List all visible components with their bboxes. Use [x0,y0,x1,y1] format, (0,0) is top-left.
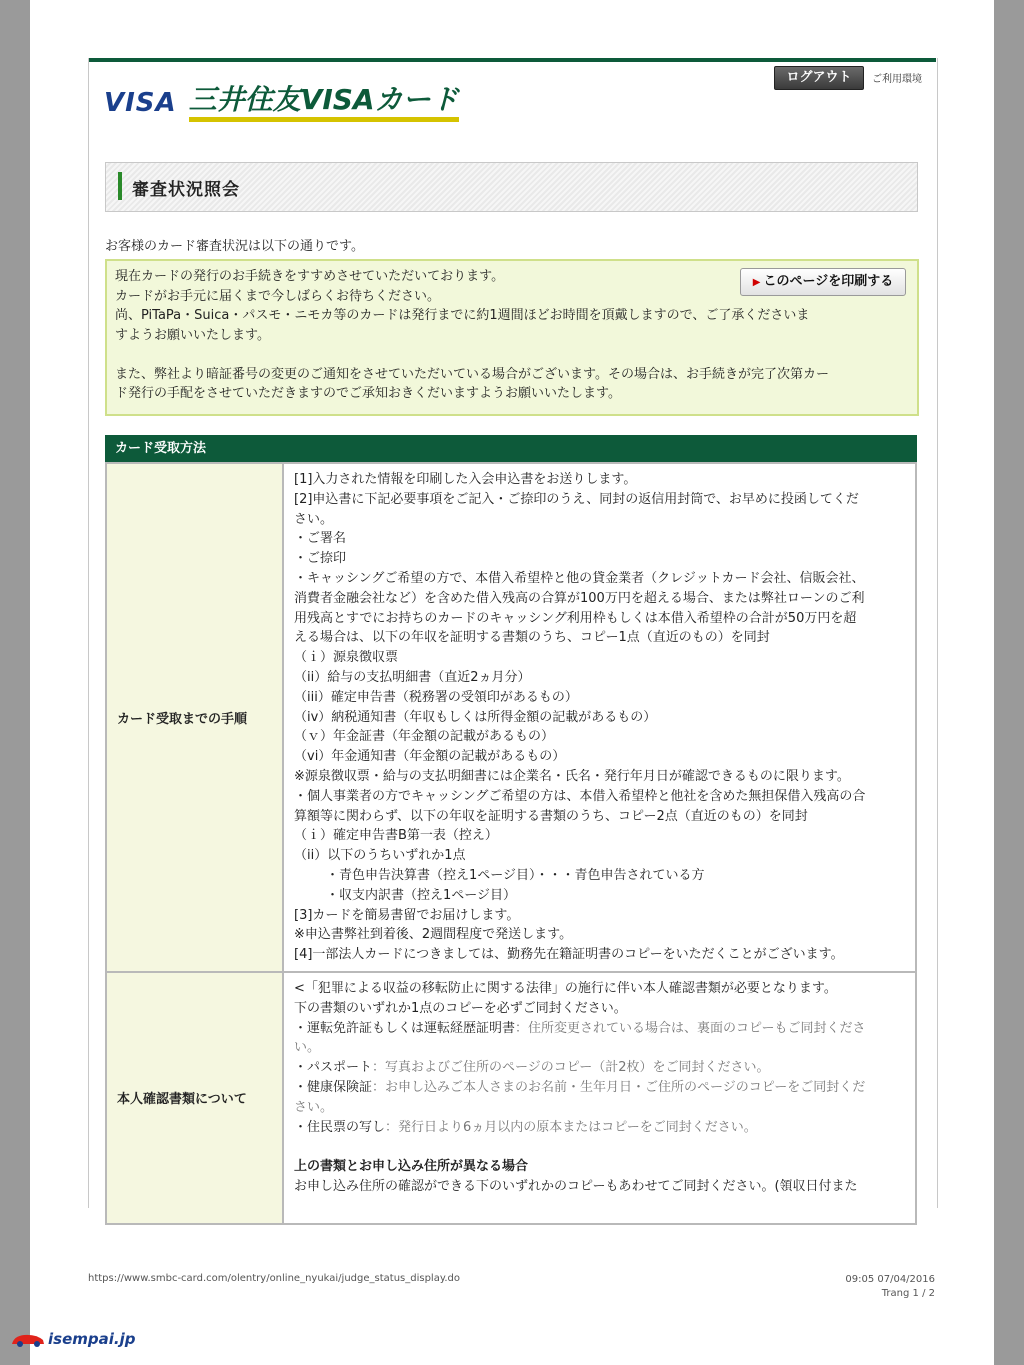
procedure-line: ※源泉徴収票・給与の支払明細書には企業名・氏名・発行年月日が確認できるものに限ります。 [294,768,850,784]
car-icon [10,1330,46,1348]
row-label: カード受取までの手順 [106,463,283,972]
intro-text: お客様のカード審査状況は以下の通りです。 [105,239,364,254]
table-row [106,972,916,1224]
page-title: 審査状況照会 [132,180,240,200]
id-doc-item [294,1058,907,1078]
procedure-line: （ｖ）年金証書（年金額の記載があるもの） [294,729,555,745]
doc-note: ：お申し込みご本人さまのお名前・生年月日・ご住所のページのコピーをご同封くだ [372,1079,866,1095]
procedure-line: （ｉ）源泉徴収票 [294,650,399,666]
environment-link[interactable]: ご利用環境 [872,74,922,85]
id-intro-line: 下の書類のいずれか1点のコピーを必ずご同封ください。 [294,1000,627,1016]
arrow-right-icon: ▶ [752,277,761,288]
doc-note-cont: さい。 [294,1099,334,1115]
procedure-line: える場合は、以下の年収を証明する書類のうち、コピー1点（直近のもの）を同封 [294,630,770,646]
procedure-line: （iii）確定申告書（税務署の受領印があるもの） [294,689,578,705]
card-receipt-section [105,435,917,1225]
page-url: https://www.smbc-card.com/olentry/online_nyukai/judge_status_display.do [88,1273,460,1284]
procedure-line: （ii）給与の支払明細書（直近2ヵ月分） [294,669,531,685]
procedure-line: （ii）以下のうちいずれか1点 [294,848,466,864]
watermark-text: isempai.jp [48,1330,136,1348]
row-content [283,972,916,1224]
notice-line: また、弊社より暗証番号の変更のご通知をさせていただいている場合がございます。その場合は、お手続きが完了次第カー [115,366,829,382]
doc-name: ・健康保険証 [294,1079,373,1095]
table-row [106,463,916,972]
print-page-button[interactable] [740,268,906,296]
row-content [283,463,916,972]
section-header: カード受取方法 [105,435,917,462]
brand-name: 三井住友VISAカード [189,84,459,122]
procedure-line: ※申込書弊社到着後、2週間程度で発送します。 [294,927,573,943]
visa-logo: VISA [104,88,177,118]
notice-line: 尚、PiTaPa・Suica・パスモ・ニモカ等のカードは発行までに約1週間ほどお時間を頂戴しますので、ご了承くださいま [115,308,810,323]
procedure-line: 算額等に関わらず、以下の年収を証明する書類のうち、コピー2点（直近のもの）を同封 [294,808,808,824]
doc-name: ・住民票の写し [294,1119,386,1135]
procedure-line: （vi）年金通知書（年金額の記載があるもの） [294,749,566,765]
spacer [294,1137,907,1157]
procedure-line: ・個人事業者の方でキャッシングご希望の方は、本借入希望枠と他社を含めた無担保借入残高の合 [294,788,866,804]
procedure-line: [1]入力された情報を印刷した入会申込書をお送りします。 [294,472,637,487]
procedure-line: さい。 [294,511,334,527]
id-intro-line: <「犯罪による収益の移転防止に関する法律」の施行に伴い本人確認書類が必要となります。 [294,980,837,996]
watermark [10,1330,135,1348]
procedure-line: ・キャッシングご希望の方で、本借入希望枠と他の貸金業者（クレジットカード会社、信販会社、 [294,570,865,586]
procedure-line: 用残高とすでにお持ちのカードのキャッシング利用枠もしくは本借入希望枠の合計が50万円を超 [294,610,857,626]
procedure-line: （ｉ）確定申告書B第一表（控え） [294,828,498,844]
notice-line: ド発行の手配をさせていただきますのでご承知おきくだいますようお願いいたします。 [115,386,621,401]
doc-name: ・パスポート [294,1060,373,1076]
procedure-line: ・ご署名 [294,531,347,547]
id-subheading: 上の書類とお申し込み住所が異なる場合 [294,1159,529,1175]
print-meta [830,1273,935,1301]
id-subtext: お申し込み住所の確認ができる下のいずれかのコピーもあわせてご同封ください。(領収日付また [294,1179,858,1195]
notice-line: 現在カードの発行のお手続きをすすめさせていただいております。 [115,269,505,284]
notice-spacer [115,345,909,365]
page-title-box [105,162,918,212]
procedure-line: [3]カードを簡易書留でお届けします。 [294,907,520,923]
doc-name: ・運転免許証もしくは運転経歴証明書 [294,1020,516,1036]
logout-button[interactable]: ログアウト [774,66,864,90]
procedure-line: [4]一部法人カードにつきましては、勤務先在籍証明書のコピーをいただくことがございます。 [294,947,844,963]
procedure-line: [2]申込書に下記必要事項をご記入・ご捺印のうえ、同封の返信用封筒で、お早めに投函してくだ [294,491,859,507]
doc-note: ：写真およびご住所のページのコピー（計2枚）をご同封ください。 [372,1060,770,1076]
doc-note-cont: い。 [294,1040,321,1056]
procedure-line: （iv）納税通知書（年収もしくは所得金額の記載があるもの） [294,709,657,725]
brand-logo [104,84,459,122]
page-number: Trang 1 / 2 [881,1288,935,1299]
procedure-line: ・収支内訳書（控え1ページ目） [326,887,517,903]
doc-note: ：発行日より6ヵ月以内の原本またはコピーをご同封ください。 [385,1119,757,1135]
id-doc-item [294,1118,907,1138]
row-label: 本人確認書類について [106,972,283,1224]
procedure-line: 消費者金融会社など）を含めた借入残高の合算が100万円を超える場合、または弊社ローンのご利 [294,590,865,606]
print-button-label: このページを印刷する [763,274,894,289]
id-doc-item [294,1078,907,1098]
notice-line: カードがお手元に届くまで今しばらくお待ちください。 [115,288,441,304]
id-doc-item [294,1019,907,1039]
procedure-line: ・ご捺印 [294,551,347,567]
notice-line: すようお願いいたします。 [115,327,270,343]
doc-note: ：住所変更されている場合は、裏面のコピーもご同封くださ [515,1020,866,1036]
procedure-line: ・青色申告決算書（控え1ページ目）・・・青色申告されている方 [326,867,705,883]
id-subtext-cont [294,1197,907,1217]
info-table [105,462,917,1225]
title-accent-bar [118,172,122,200]
print-timestamp: 09:05 07/04/2016 [845,1274,935,1285]
